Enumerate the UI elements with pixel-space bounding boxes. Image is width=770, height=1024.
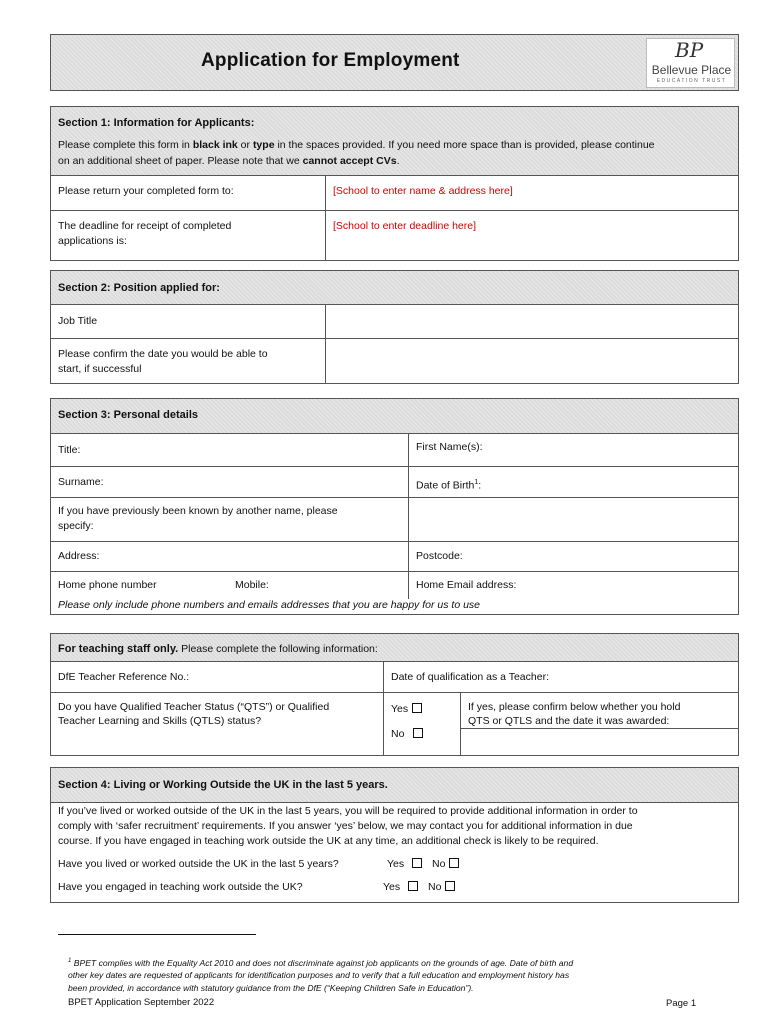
deadline-label-line2: applications is: — [58, 235, 127, 247]
logo-name: Bellevue Place — [651, 63, 732, 77]
qts-question-line1: Do you have Qualified Teacher Status (“QTS”) or Qualified — [58, 701, 330, 713]
teaching-outside-uk-question: Have you engaged in teaching work outside the UK? — [58, 881, 303, 893]
dob-footnote-ref: 1 — [474, 479, 479, 486]
section4-para-line2: comply with ‘safer recruitment’ requirements. If you answer ‘yes’ below, we may contact you for additional information in due — [58, 820, 633, 832]
deadline-field[interactable]: [School to enter deadline here] — [333, 220, 477, 232]
outside-uk-yes-option[interactable]: Yes — [387, 857, 422, 872]
teaching-outside-uk-yes-option[interactable]: Yes — [383, 880, 418, 895]
address-label: Address: — [58, 550, 100, 562]
return-label: Please return your completed form to: — [58, 185, 234, 197]
qts-yes-checkbox[interactable] — [412, 703, 422, 713]
qualification-date-label: Date of qualification as a Teacher: — [391, 671, 549, 683]
job-title-input[interactable] — [326, 305, 738, 338]
section4-para-line3: course. If you have engaged in teaching work outside the UK at any time, an additional check is likely to be required. — [58, 835, 599, 847]
postcode-label: Postcode: — [416, 550, 463, 562]
footnote-line2: other key dates are requested of applicants for identification purposes and to verify that a full education and employment history has — [68, 970, 570, 980]
section2-heading: Section 2: Position applied for: — [58, 282, 220, 294]
job-title-label: Job Title — [58, 315, 98, 327]
qts-confirm-line1: If yes, please confirm below whether you hold — [468, 701, 681, 713]
section1-intro-line1: Please complete this form in black ink or type in the spaces provided. If you need more space than is provided, please continue — [58, 139, 655, 151]
teaching-heading: For teaching staff only. Please complete the following information: — [58, 643, 378, 655]
section4-para-line1: If you’ve lived or worked outside of the UK in the last 5 years, you will be required to provide additional information in order to — [58, 805, 638, 817]
logo-sub: EDUCATION TRUST — [656, 78, 727, 84]
document-id: BPET Application September 2022 — [68, 997, 215, 1008]
start-date-label-line1: Please confirm the date you would be able to — [58, 348, 268, 360]
section3-heading: Section 3: Personal details — [58, 409, 198, 421]
deadline-label-line1: The deadline for receipt of completed — [58, 220, 232, 232]
section1-intro-line2: on an additional sheet of paper. Please note that we cannot accept CVs. — [58, 155, 400, 167]
dfe-ref-label: DfE Teacher Reference No.: — [58, 671, 190, 683]
teaching-outside-uk-no-checkbox[interactable] — [445, 881, 455, 891]
teaching-outside-uk-yes-checkbox[interactable] — [408, 881, 418, 891]
footnote-line3: been provided, in accordance with statutory guidance from the DfE (“Keeping Children Safe in Education”). — [68, 983, 474, 993]
qts-no-checkbox[interactable] — [413, 728, 423, 738]
qts-confirm-input[interactable] — [461, 729, 738, 756]
outside-uk-no-option[interactable]: No — [432, 857, 459, 872]
outside-uk-no-checkbox[interactable] — [449, 858, 459, 868]
page-number: Page 1 — [666, 998, 697, 1009]
start-date-input[interactable] — [326, 339, 738, 384]
footnote-separator — [58, 934, 256, 935]
first-name-label: First Name(s): — [416, 441, 483, 453]
qts-confirm-line2: QTS or QTLS and the date it was awarded: — [468, 715, 670, 727]
outside-uk-question: Have you lived or worked outside the UK in the last 5 years? — [58, 858, 339, 870]
qts-no-option[interactable]: No — [391, 727, 423, 742]
logo-mark: BP — [675, 38, 704, 62]
other-name-label-line1: If you have previously been known by another name, please — [58, 505, 338, 517]
footnote-line1: $^1$ BPET complies with the Equality Act 2010 and does not discriminate against job applicants on the grounds of age. Date of birth and — [68, 957, 574, 968]
mobile-label: Mobile: — [235, 579, 269, 591]
qts-yes-option[interactable]: Yes — [391, 702, 422, 717]
title-label: Title: — [58, 444, 81, 456]
email-label: Home Email address: — [416, 579, 517, 591]
contact-note: Please only include phone numbers and emails addresses that you are happy for us to use — [58, 599, 481, 611]
logo — [646, 38, 735, 88]
return-address-field[interactable]: [School to enter name & address here] — [333, 185, 513, 197]
section1-heading: Section 1: Information for Applicants: — [58, 117, 255, 129]
other-name-label-line2: specify: — [58, 520, 94, 532]
page-title: Application for Employment — [201, 50, 460, 71]
surname-label: Surname: — [58, 476, 104, 488]
outside-uk-yes-checkbox[interactable] — [412, 858, 422, 868]
dob-label: Date of Birth$^1$: — [416, 479, 482, 492]
teaching-outside-uk-no-option[interactable]: No — [428, 880, 455, 895]
home-phone-label: Home phone number — [58, 579, 157, 591]
start-date-label-line2: start, if successful — [58, 363, 142, 375]
section4-heading: Section 4: Living or Working Outside the UK in the last 5 years. — [58, 779, 388, 791]
qts-question-line2: Teacher Learning and Skills (QTLS) status? — [58, 715, 262, 727]
